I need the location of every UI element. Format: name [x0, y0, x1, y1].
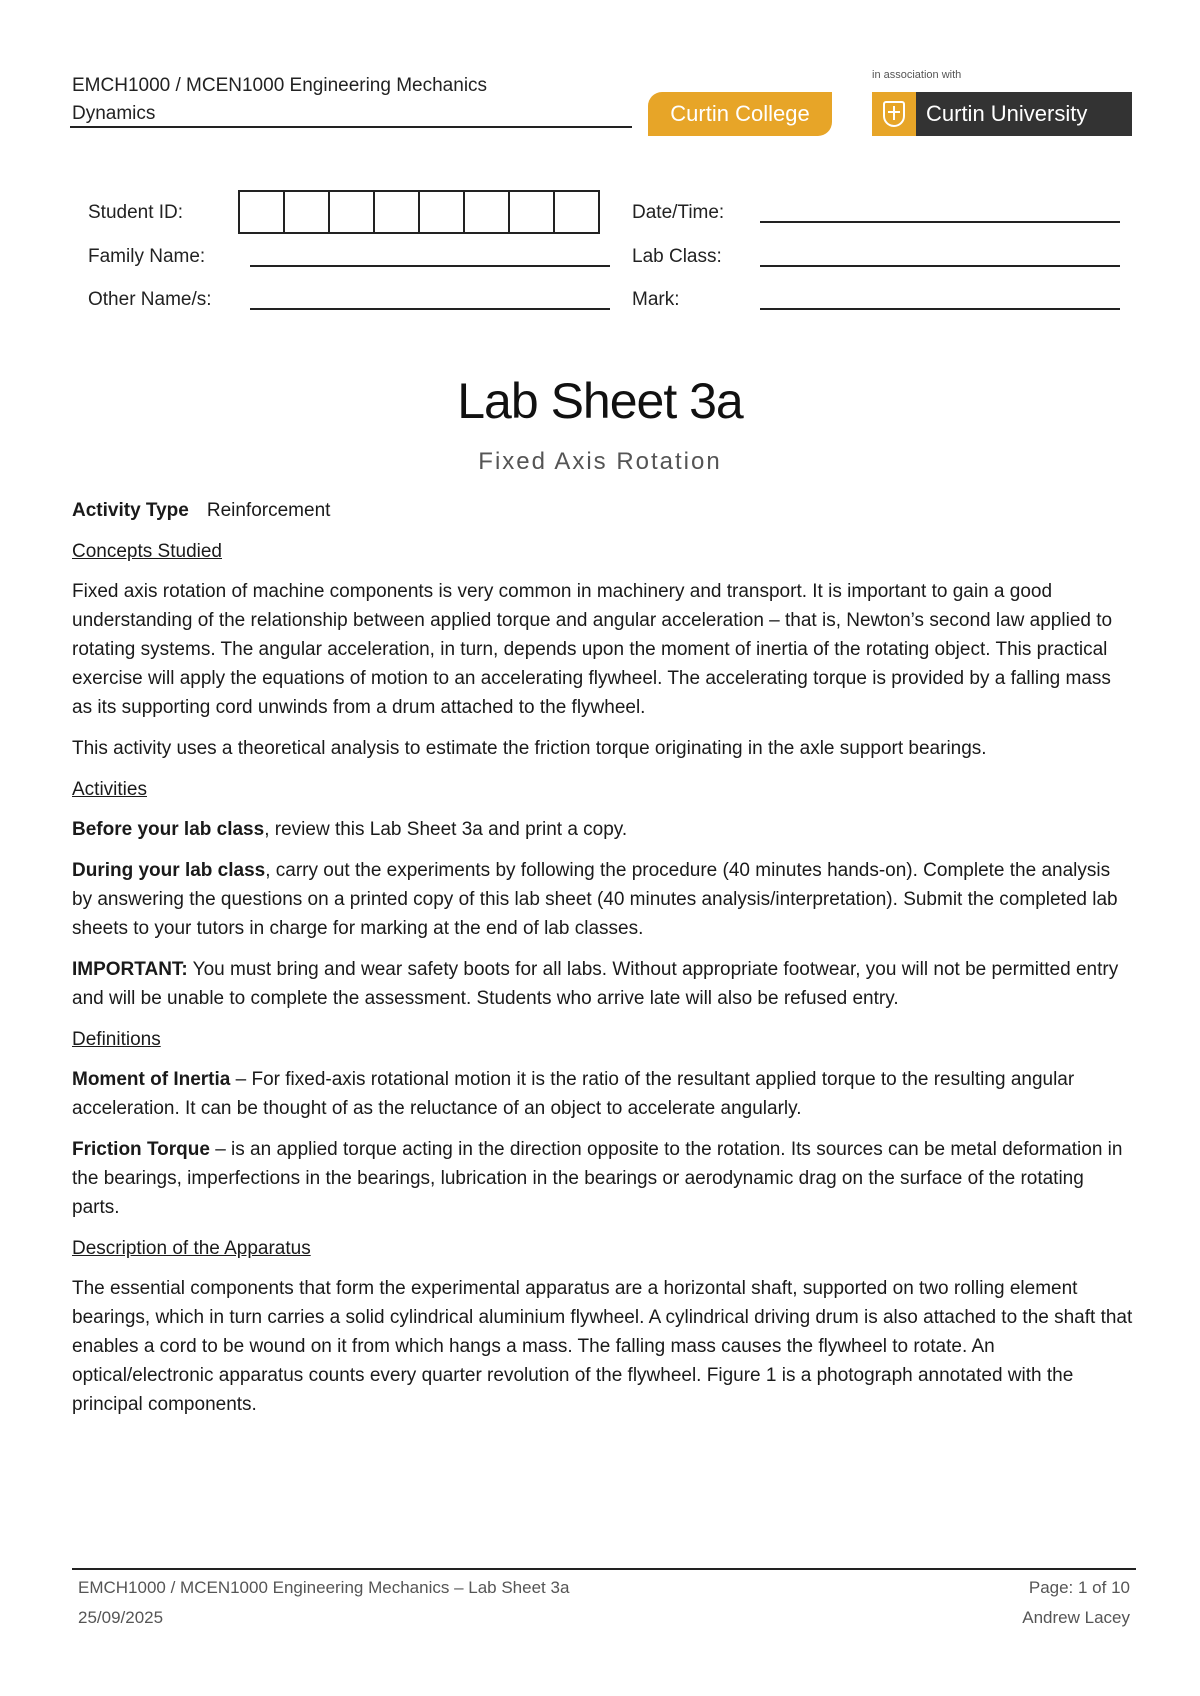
mark-label: Mark:: [632, 289, 680, 310]
inertia-definition: [72, 1065, 1134, 1123]
before-class-text: , review this Lab Sheet 3a and print a copy.: [264, 819, 628, 840]
mark-line[interactable]: [760, 307, 1120, 310]
main-content: [72, 496, 1134, 1431]
important-paragraph: [72, 955, 1134, 1013]
student-id-box[interactable]: [463, 190, 510, 234]
before-class-bold: Before your lab class: [72, 819, 265, 840]
footer-page-number: Page: 1 of 10: [1028, 1578, 1130, 1597]
important-text: You must bring and wear safety boots for all labs. Without appropriate footwear, you will not be permitted entry and will be unable to complete the assessment. Students who arrive late will also be refused entry.: [72, 959, 1119, 1009]
footer-divider: [72, 1568, 1136, 1570]
activity-type-label: Activity Type: [72, 500, 189, 521]
date-time-label: Date/Time:: [632, 202, 725, 223]
during-class-text: , carry out the experiments by following the procedure (40 minutes hands-on). Complete the analysis by answering the questions on a printed copy of this lab sheet (40 minutes analysis/interpretation). Submit the completed lab sheets to your tutors in charge for marking at the end of lab classes.: [72, 860, 1118, 939]
concepts-paragraph: Fixed axis rotation of machine components is very common in machinery and transport. It is important to gain a good understanding of the relationship between applied torque and angular acceleration – that is, Newton’s second law applied to rotating systems. The angular acceleration, in turn, depends upon the moment of inertia of the rotating object. This practical exercise will apply the equations of motion to an accelerating flywheel. The accelerating torque is provided by a falling mass as its supporting cord unwinds from a drum attached to the flywheel.: [72, 581, 1113, 718]
other-names-line[interactable]: [250, 307, 610, 310]
student-id-label: Student ID:: [88, 202, 184, 223]
student-id-box[interactable]: [283, 190, 330, 234]
during-class-bold: During your lab class: [72, 860, 266, 881]
activity-type-value: Reinforcement: [206, 500, 331, 521]
inertia-term: Moment of Inertia: [72, 1069, 231, 1090]
curtin-university-logo: [872, 92, 1132, 136]
course-subtitle: Dynamics: [72, 103, 156, 124]
friction-term: Friction Torque: [72, 1139, 210, 1160]
during-class-paragraph: [72, 856, 1134, 943]
concepts-paragraph: This activity uses a theoretical analysis to estimate the friction torque originating in the axle support bearings.: [72, 738, 987, 759]
footer-course: EMCH1000 / MCEN1000 Engineering Mechanics – Lab Sheet 3a: [78, 1578, 570, 1597]
important-bold: IMPORTANT:: [72, 959, 188, 980]
page-subtitle: Fixed Axis Rotation: [478, 448, 722, 475]
student-id-boxes: [238, 190, 598, 234]
lab-class-line[interactable]: [760, 264, 1120, 267]
activity-type: [72, 496, 1134, 525]
family-name-label: Family Name:: [88, 246, 206, 267]
student-id-box[interactable]: [328, 190, 375, 234]
friction-definition: [72, 1135, 1134, 1222]
inertia-text: – For fixed-axis rotational motion it is the ratio of the resultant applied torque to the resulting angular acceleration. It can be thought of as the reluctance of an object to accelerate angularly.: [72, 1069, 1075, 1119]
before-class-paragraph: [72, 815, 1134, 844]
association-note: in association with: [872, 69, 962, 81]
student-id-box[interactable]: [508, 190, 555, 234]
activities-heading: Activities: [72, 779, 147, 800]
page-title: Lab Sheet 3a: [457, 373, 743, 429]
university-name: Curtin University: [926, 101, 1088, 126]
course-header: [72, 72, 632, 128]
student-id-box[interactable]: [373, 190, 420, 234]
family-name-line[interactable]: [250, 264, 610, 267]
header-divider: [70, 126, 632, 128]
lab-class-label: Lab Class:: [632, 246, 722, 267]
footer-author: Andrew Lacey: [1022, 1608, 1130, 1627]
course-title: EMCH1000 / MCEN1000 Engineering Mechanics: [72, 75, 488, 96]
footer-date: 25/09/2025: [78, 1608, 164, 1627]
student-id-box[interactable]: [238, 190, 285, 234]
date-time-line[interactable]: [760, 220, 1120, 223]
shield-crest-icon: [872, 92, 916, 136]
apparatus-heading: Description of the Apparatus: [72, 1238, 311, 1259]
concepts-heading: Concepts Studied: [72, 541, 222, 562]
curtin-college-logo: Curtin College: [648, 92, 832, 136]
student-id-box[interactable]: [418, 190, 465, 234]
definitions-heading: Definitions: [72, 1029, 161, 1050]
student-id-box[interactable]: [553, 190, 600, 234]
apparatus-paragraph: The essential components that form the experimental apparatus are a horizontal shaft, supported on two rolling element bearings, which in turn carries a solid cylindrical aluminium flywheel. A cylindrical driving drum is also attached to the shaft that enables a cord to be wound on it from which hangs a mass. The falling mass causes the flywheel to rotate. An optical/electronic apparatus counts every quarter revolution of the flywheel. Figure 1 is a photograph annotated with the principal components.: [72, 1278, 1133, 1415]
other-names-label: Other Name/s:: [88, 289, 212, 310]
friction-text: – is an applied torque acting in the direction opposite to the rotation. Its sources can be metal deformation in the bearings, imperfections in the bearings, lubrication in the bearings or aerodynamic drag on the surface of the rotating parts.: [72, 1139, 1123, 1218]
